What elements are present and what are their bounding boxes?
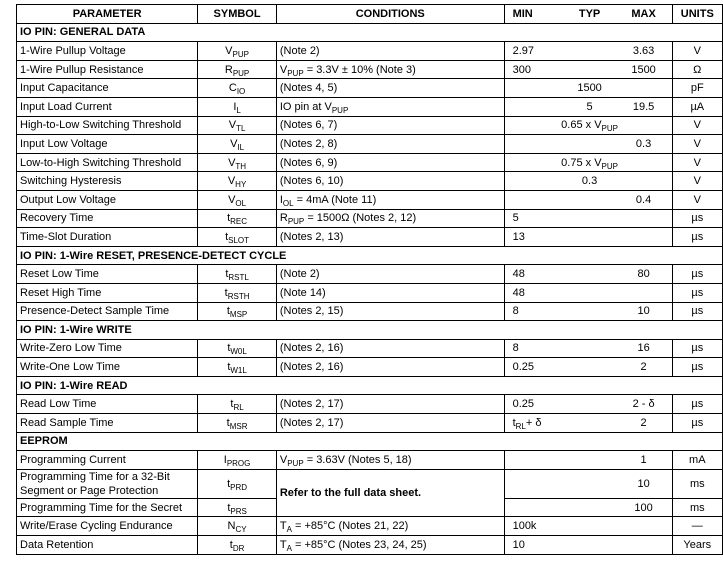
- symbol-subscript: MSR: [229, 421, 248, 431]
- max-value: 1: [640, 454, 647, 467]
- min-typ-max-cell: [504, 414, 672, 433]
- symbol-base: V: [228, 193, 236, 206]
- conditions-cell: [276, 536, 504, 555]
- units-cell: µA: [672, 97, 722, 116]
- symbol-subscript: CY: [235, 525, 247, 535]
- conditions-cell: (Notes 2, 16): [276, 339, 504, 358]
- min-value: 300: [512, 63, 531, 76]
- symbol-cell: [198, 172, 277, 191]
- parameter-cell: Input Capacitance: [17, 79, 198, 98]
- max-value: 80: [637, 268, 650, 281]
- max-value: 1500: [631, 63, 656, 76]
- units-cell: Ω: [672, 60, 722, 79]
- min-typ-max-cell: [504, 209, 672, 228]
- symbol-cell: [198, 60, 277, 79]
- symbol-cell: [198, 498, 277, 517]
- units-cell: µs: [672, 209, 722, 228]
- symbol-base: R: [224, 63, 233, 76]
- header-conditions: CONDITIONS: [276, 5, 504, 24]
- table-row: [17, 60, 723, 79]
- symbol-cell: [198, 42, 277, 61]
- symbol-cell: [198, 228, 277, 247]
- symbol-cell: [198, 517, 277, 536]
- conditions-text: V: [279, 63, 288, 76]
- units-cell: V: [672, 135, 722, 154]
- parameter-cell: Reset Low Time: [17, 265, 198, 284]
- min-value: 8: [512, 342, 519, 355]
- table-row: [17, 42, 723, 61]
- symbol-cell: [198, 79, 277, 98]
- parameter-cell: 1-Wire Pullup Resistance: [17, 60, 198, 79]
- min-value: 13: [512, 230, 525, 243]
- parameter-cell: Recovery Time: [17, 209, 198, 228]
- parameter-cell: Reset High Time: [17, 283, 198, 302]
- conditions-cell: [276, 60, 504, 79]
- max-value: 10: [637, 305, 650, 318]
- table-row: [17, 358, 723, 377]
- min-typ-max-cell: [504, 517, 672, 536]
- symbol-subscript: TL: [236, 124, 246, 134]
- section-title: IO PIN: 1-Wire READ: [17, 376, 723, 395]
- typ-value: 5: [586, 100, 593, 113]
- min-typ-max-cell: [504, 60, 672, 79]
- max-value: 19.5: [632, 100, 655, 113]
- symbol-base: I: [233, 100, 237, 113]
- table-row: [17, 265, 723, 284]
- units-cell: ms: [672, 498, 722, 517]
- symbol-subscript: DR: [232, 543, 245, 553]
- typ-subscript: PUP: [601, 124, 618, 134]
- conditions-cell: [276, 451, 504, 470]
- symbol-subscript: PUP: [232, 68, 250, 78]
- conditions-tail: = 4mA (Note 11): [293, 193, 377, 206]
- conditions-cell: (Note 2): [276, 42, 504, 61]
- min-typ-max-cell: [504, 97, 672, 116]
- symbol-base: t: [227, 212, 231, 225]
- min-typ-max-cell: [504, 172, 672, 191]
- min-typ-max-cell: [504, 358, 672, 377]
- max-value: 16: [637, 342, 650, 355]
- min-value: 8: [512, 305, 519, 318]
- table-row: [17, 97, 723, 116]
- conditions-cell: [276, 517, 504, 536]
- symbol-subscript: PROG: [226, 459, 251, 469]
- symbol-cell: [198, 153, 277, 172]
- conditions-cell: (Note 2): [276, 265, 504, 284]
- section-row: [17, 376, 723, 395]
- symbol-base: V: [230, 137, 238, 150]
- table-row: [17, 172, 723, 191]
- symbol-subscript: IO: [236, 87, 246, 97]
- symbol-subscript: OL: [235, 198, 247, 208]
- min-value: [508, 417, 561, 429]
- units-cell: V: [672, 190, 722, 209]
- table-row: [17, 135, 723, 154]
- parameter-cell: Read Sample Time: [17, 414, 198, 433]
- conditions-subscript: PUP: [331, 105, 349, 115]
- symbol-cell: [198, 97, 277, 116]
- units-cell: ms: [672, 469, 722, 498]
- max-value: 100: [634, 501, 653, 514]
- symbol-cell: [198, 116, 277, 135]
- conditions-subscript: OL: [282, 198, 294, 208]
- conditions-tail: = +85°C (Notes 21, 22): [291, 520, 409, 533]
- conditions-cell: (Notes 2, 13): [276, 228, 504, 247]
- conditions-text: T: [279, 538, 287, 551]
- section-row: [17, 246, 723, 265]
- conditions-subscript: PUP: [287, 459, 304, 469]
- min-value: 100k: [512, 520, 537, 533]
- electrical-characteristics-table: [16, 4, 723, 555]
- conditions-cell: [276, 190, 504, 209]
- conditions-cell: (Notes 6, 9): [276, 153, 504, 172]
- parameter-cell: Output Low Voltage: [17, 190, 198, 209]
- symbol-subscript: TH: [235, 161, 247, 171]
- section-title: IO PIN: GENERAL DATA: [17, 23, 723, 42]
- units-cell: —: [672, 517, 722, 536]
- conditions-subscript: PUP: [287, 217, 305, 227]
- min-typ-max-cell: [504, 469, 672, 498]
- conditions-subscript: A: [286, 543, 292, 553]
- conditions-cell: [276, 97, 504, 116]
- units-cell: µs: [672, 339, 722, 358]
- symbol-base: V: [225, 44, 233, 57]
- symbol-subscript: L: [236, 105, 241, 115]
- conditions-cell: Refer to the full data sheet.: [276, 469, 504, 517]
- max-value: 2 - δ: [632, 398, 655, 411]
- conditions-subscript: A: [286, 525, 292, 535]
- min-value: 2.97: [512, 44, 534, 57]
- min-typ-max-cell: [504, 339, 672, 358]
- section-row: [17, 432, 723, 451]
- symbol-cell: [198, 395, 277, 414]
- conditions-cell: (Notes 2, 8): [276, 135, 504, 154]
- symbol-subscript: HY: [235, 180, 247, 190]
- min-typ-max-cell: [504, 395, 672, 414]
- symbol-base: t: [225, 268, 229, 281]
- conditions-cell: (Note 14): [276, 283, 504, 302]
- units-cell: pF: [672, 79, 722, 98]
- table-row: [17, 209, 723, 228]
- typ-value: [561, 119, 619, 134]
- conditions-cell: (Notes 6, 10): [276, 172, 504, 191]
- header-typ: TYP: [578, 7, 601, 20]
- header-parameter: PARAMETER: [17, 5, 198, 24]
- table-row: [17, 228, 723, 247]
- parameter-cell: Write-Zero Low Time: [17, 339, 198, 358]
- header-max: MAX: [631, 7, 656, 20]
- units-cell: µs: [672, 302, 722, 321]
- min-value: 48: [512, 268, 525, 281]
- symbol-base: t: [230, 398, 234, 411]
- typ-base: 0.65 x V: [561, 119, 602, 132]
- symbol-cell: [198, 135, 277, 154]
- conditions-cell: (Notes 6, 7): [276, 116, 504, 135]
- symbol-base: V: [228, 156, 236, 169]
- parameter-cell: Read Low Time: [17, 395, 198, 414]
- max-value: 2: [640, 361, 647, 374]
- symbol-base: t: [224, 286, 228, 299]
- units-cell: mA: [672, 451, 722, 470]
- parameter-cell: Write/Erase Cycling Endurance: [17, 517, 198, 536]
- symbol-base: t: [227, 361, 231, 374]
- conditions-text: T: [279, 520, 287, 533]
- conditions-text: I: [279, 193, 283, 206]
- header-units: UNITS: [672, 5, 722, 24]
- table-row: [17, 116, 723, 135]
- section-row: [17, 23, 723, 42]
- symbol-base: t: [225, 230, 229, 243]
- min-typ-max-cell: [504, 228, 672, 247]
- conditions-tail: = 3.63V (Notes 5, 18): [303, 454, 412, 467]
- conditions-tail: = +85°C (Notes 23, 24, 25): [291, 538, 427, 551]
- conditions-cell: (Notes 4, 5): [276, 79, 504, 98]
- symbol-subscript: RL: [233, 403, 244, 413]
- symbol-subscript: PRD: [230, 482, 248, 492]
- symbol-subscript: W0L: [230, 347, 247, 357]
- header-min-typ-max: [504, 5, 672, 24]
- parameter-cell: Programming Time for the Secret: [17, 498, 198, 517]
- max-value: 0.3: [635, 137, 652, 150]
- min-typ-max-cell: [504, 190, 672, 209]
- section-title: EEPROM: [17, 432, 723, 451]
- min-value: 10: [512, 538, 525, 551]
- symbol-cell: [198, 358, 277, 377]
- table-row: [17, 536, 723, 555]
- max-value: 0.4: [635, 193, 652, 206]
- symbol-subscript: SLOT: [228, 235, 250, 245]
- typ-value: 0.3: [581, 175, 598, 188]
- symbol-subscript: MSP: [229, 310, 248, 320]
- symbol-cell: [198, 414, 277, 433]
- min-typ-max-cell: [504, 265, 672, 284]
- table-row: [17, 395, 723, 414]
- symbol-cell: [198, 283, 277, 302]
- min-typ-max-cell: [504, 451, 672, 470]
- typ-base: 0.75 x V: [561, 156, 602, 169]
- conditions-cell: [276, 209, 504, 228]
- table-row: [17, 79, 723, 98]
- symbol-subscript: IL: [237, 142, 245, 152]
- table-row: [17, 451, 723, 470]
- header-symbol: SYMBOL: [198, 5, 277, 24]
- symbol-cell: [198, 209, 277, 228]
- parameter-cell: Time-Slot Duration: [17, 228, 198, 247]
- max-value: 3.63: [632, 44, 655, 57]
- min-subscript: RL: [515, 421, 526, 431]
- parameter-cell: High-to-Low Switching Threshold: [17, 116, 198, 135]
- symbol-cell: [198, 265, 277, 284]
- symbol-base: t: [226, 305, 230, 318]
- parameter-cell: 1-Wire Pullup Voltage: [17, 42, 198, 61]
- symbol-subscript: RSTH: [227, 291, 250, 301]
- min-typ-max-cell: [504, 116, 672, 135]
- min-typ-max-cell: [504, 283, 672, 302]
- min-typ-max-cell: [504, 498, 672, 517]
- min-value: 5: [512, 212, 519, 225]
- max-value: 10: [637, 477, 650, 490]
- units-cell: V: [672, 172, 722, 191]
- symbol-base: t: [227, 477, 231, 490]
- symbol-cell: [198, 339, 277, 358]
- header-row: [17, 5, 723, 24]
- units-cell: V: [672, 116, 722, 135]
- typ-subscript: PUP: [601, 161, 618, 171]
- table-row: [17, 190, 723, 209]
- table-body: [17, 23, 723, 554]
- parameter-cell: Presence-Detect Sample Time: [17, 302, 198, 321]
- table-row: [17, 517, 723, 536]
- symbol-base: N: [227, 520, 236, 533]
- min-typ-max-cell: [504, 135, 672, 154]
- min-typ-max-cell: [504, 79, 672, 98]
- symbol-base: V: [227, 175, 236, 188]
- symbol-cell: [198, 190, 277, 209]
- units-cell: µs: [672, 414, 722, 433]
- parameter-cell: Write-One Low Time: [17, 358, 198, 377]
- symbol-base: t: [227, 501, 231, 514]
- section-row: [17, 321, 723, 340]
- symbol-cell: [198, 451, 277, 470]
- table-row: [17, 469, 723, 498]
- min-base: t: [512, 416, 516, 429]
- units-cell: V: [672, 42, 722, 61]
- symbol-base: t: [229, 538, 233, 551]
- typ-value: [561, 157, 619, 169]
- min-value: 48: [512, 286, 525, 299]
- conditions-cell: (Notes 2, 15): [276, 302, 504, 321]
- min-typ-max-cell: [504, 302, 672, 321]
- units-cell: µs: [672, 395, 722, 414]
- units-cell: µs: [672, 265, 722, 284]
- parameter-cell: Switching Hysteresis: [17, 172, 198, 191]
- min-value: 0.25: [512, 398, 534, 411]
- min-typ-max-cell: [504, 153, 672, 172]
- conditions-tail: = 1500Ω (Notes 2, 12): [304, 212, 417, 225]
- max-value: 2: [640, 416, 647, 429]
- table-row: [17, 302, 723, 321]
- parameter-cell: Input Load Current: [17, 97, 198, 116]
- header-min: MIN: [512, 7, 533, 20]
- symbol-subscript: W1L: [230, 366, 247, 376]
- symbol-subscript: RSTL: [228, 273, 249, 283]
- conditions-text: V: [279, 454, 288, 467]
- symbol-base: t: [226, 416, 230, 429]
- min-typ-max-cell: [504, 536, 672, 555]
- conditions-text: IO pin at V: [279, 100, 332, 113]
- symbol-subscript: REC: [230, 217, 248, 227]
- table-row: [17, 414, 723, 433]
- units-cell: V: [672, 153, 722, 172]
- symbol-base: I: [223, 454, 227, 467]
- symbol-cell: [198, 302, 277, 321]
- symbol-cell: [198, 469, 277, 498]
- units-cell: µs: [672, 358, 722, 377]
- symbol-base: C: [228, 82, 237, 95]
- parameter-cell: Input Low Voltage: [17, 135, 198, 154]
- symbol-subscript: PRS: [230, 506, 247, 516]
- min-typ-max-cell: [504, 42, 672, 61]
- parameter-cell: Programming Current: [17, 451, 198, 470]
- conditions-subscript: PUP: [287, 68, 304, 78]
- symbol-cell: [198, 536, 277, 555]
- typ-value: 1500: [577, 82, 602, 95]
- units-cell: µs: [672, 228, 722, 247]
- units-cell: Years: [672, 536, 722, 555]
- section-title: IO PIN: 1-Wire RESET, PRESENCE-DETECT CYCLE: [17, 246, 723, 265]
- table-row: [17, 283, 723, 302]
- section-title: IO PIN: 1-Wire WRITE: [17, 321, 723, 340]
- conditions-cell: (Notes 2, 17): [276, 395, 504, 414]
- conditions-tail: = 3.3V ± 10% (Note 3): [303, 63, 416, 76]
- min-value: 0.25: [512, 361, 534, 374]
- min-tail: + δ: [525, 416, 542, 429]
- conditions-text: R: [279, 212, 288, 225]
- conditions-cell: (Notes 2, 16): [276, 358, 504, 377]
- units-cell: µs: [672, 283, 722, 302]
- table-row: [17, 153, 723, 172]
- symbol-base: V: [228, 119, 237, 132]
- parameter-cell: Programming Time for a 32-Bit Segment or Page Protection: [17, 469, 198, 498]
- symbol-subscript: PUP: [232, 49, 249, 59]
- parameter-cell: Data Retention: [17, 536, 198, 555]
- symbol-base: t: [227, 342, 231, 355]
- conditions-cell: (Notes 2, 17): [276, 414, 504, 433]
- parameter-cell: Low-to-High Switching Threshold: [17, 153, 198, 172]
- table-row: [17, 339, 723, 358]
